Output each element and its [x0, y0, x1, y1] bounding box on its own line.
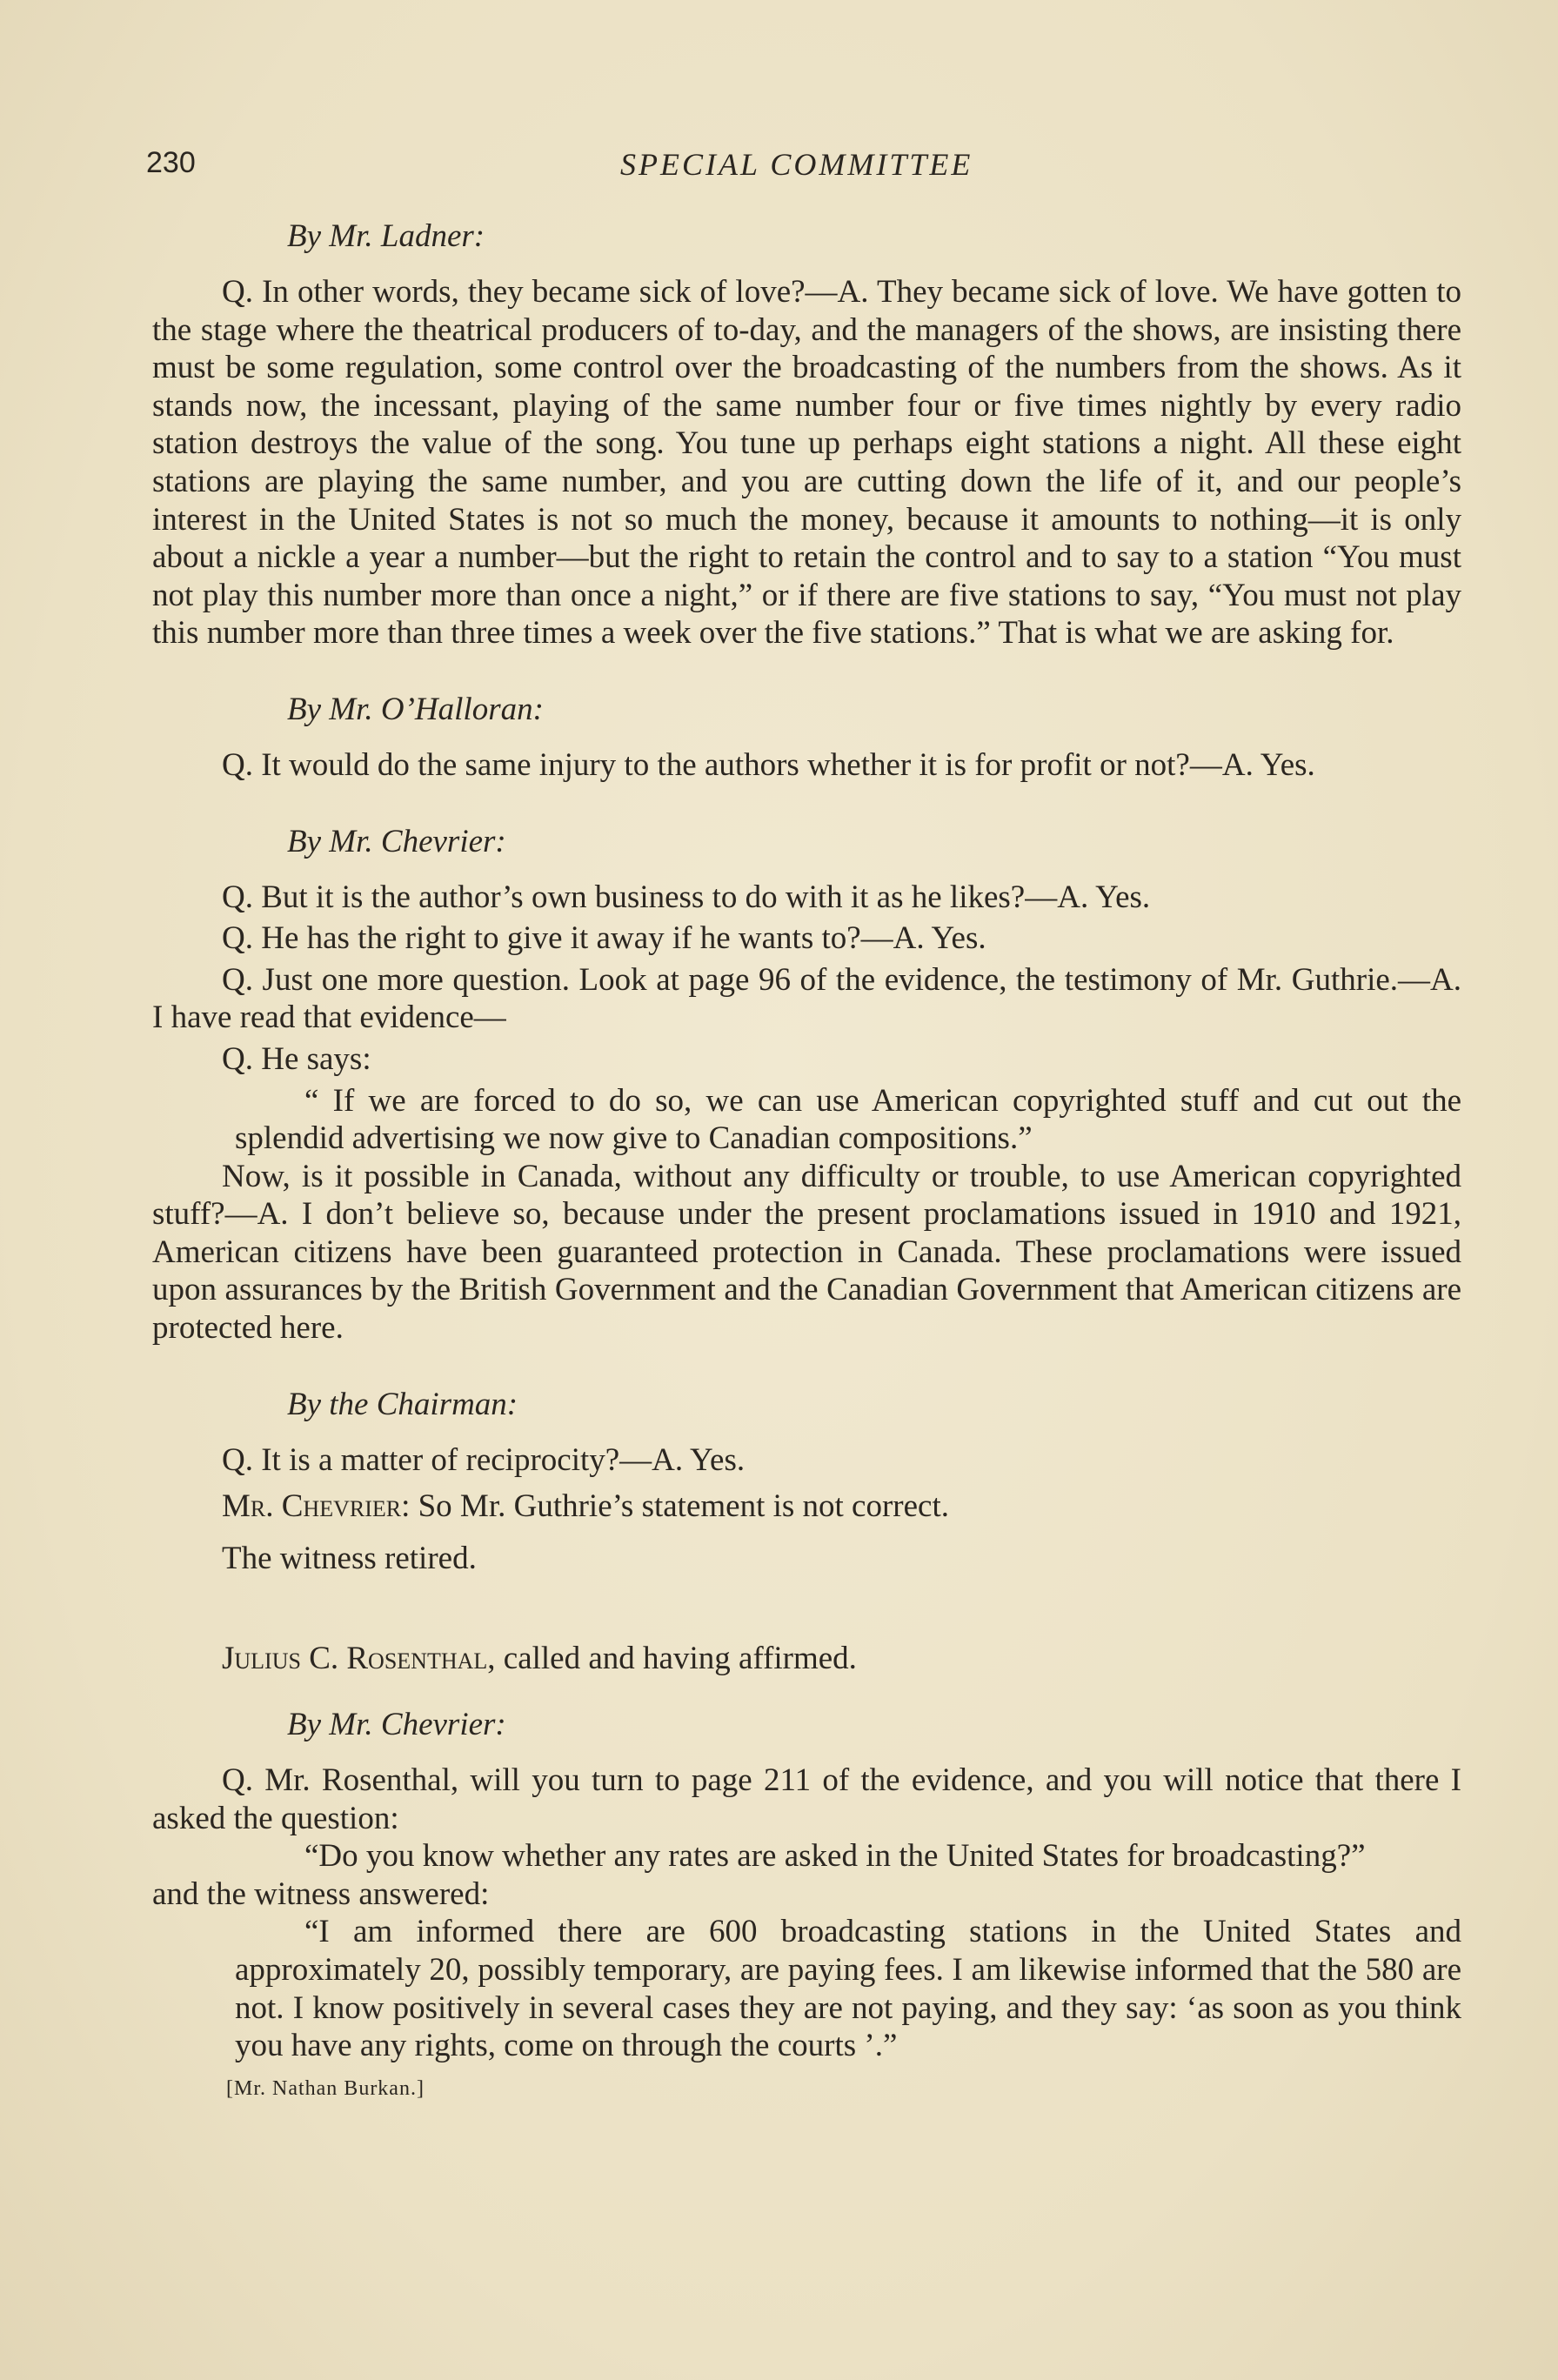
witness-called: [152, 1640, 1461, 1678]
testimony-question: Q. He has the right to give it away if he wants to?—A. Yes.: [222, 920, 986, 957]
speaker-heading: By Mr. O’Halloran:: [287, 691, 544, 727]
footnote: [Mr. Nathan Burkan.]: [226, 2076, 425, 2100]
testimony-line: and the witness answered:: [152, 1875, 490, 1912]
testimony-question: Q. He says:: [222, 1040, 371, 1077]
speaker-heading: By Mr. Ladner:: [287, 218, 485, 254]
testimony-question: Q. But it is the author’s own business to do with it as he likes?—A. Yes.: [222, 879, 1151, 915]
chevrier-statement: [152, 1488, 1461, 1526]
speaker-heading: By Mr. Chevrier:: [287, 823, 506, 859]
witness-retired: The witness retired.: [222, 1540, 477, 1576]
testimony-paragraph: Q. It would do the same injury to the authors whether it is for profit or not?—A. Yes.: [222, 746, 1315, 783]
statement-text: : So Mr. Guthrie’s statement is not correct.: [401, 1488, 949, 1525]
speaker-heading: By the Chairman:: [287, 1386, 518, 1422]
quoted-passage: “I am informed there are 600 broadcasting stations in the United States and approximately 20, possibly temporary, are paying fees. I am likewise informed that the 580 are not. I know positively in several cases they are not paying, and they say: ‘as soon as you think you have any rights, come on through the courts ’.”: [235, 1914, 1461, 2064]
page-body: [152, 216, 1461, 2101]
witness-text: , called and having affirmed.: [487, 1641, 857, 1677]
quoted-passage: “ If we are forced to do so, we can use American copyrighted stuff and cut out the splendid advertising we now give to Canadian compositions.”: [235, 1082, 1461, 1157]
testimony-question: Q. Just one more question. Look at page 96 of the evidence, the testimony of Mr. Guthrie.—A. I have read that evidence—: [152, 961, 1461, 1036]
running-head: SPECIAL COMMITTEE: [620, 147, 973, 182]
speaker-name: Mr. Chevrier: [222, 1488, 402, 1525]
witness-name: Julius C. Rosenthal: [222, 1641, 488, 1677]
speaker-heading: By Mr. Chevrier:: [287, 1707, 506, 1743]
testimony-question: Q. It is a matter of reciprocity?—A. Yes.: [222, 1441, 746, 1478]
testimony-paragraph: Now, is it possible in Canada, without any difficulty or trouble, to use American copyrighted stuff?—A. I don’t believe so, because under the present proclamations issued in 1910 and 1921, American citizens have been guaranteed protection in Canada. These proclamations were issued upon assurances by the British Government and the Canadian Government that American citizens are protected here.: [152, 1158, 1461, 1347]
page-number: 230: [146, 146, 196, 179]
quoted-passage: “Do you know whether any rates are asked in the United States for broadcasting?”: [304, 1838, 1366, 1875]
page-header: [146, 146, 1451, 190]
testimony-paragraph: Q. In other words, they became sick of love?—A. They became sick of love. We have gotten to the stage where the theatrical producers of to-day, and the managers of the shows, are insisting there must be some regulation, some control over the broadcasting of the numbers from the shows. As it stands now, the incessant, playing of the same number four or five times nightly by every radio station destroys the value of the song. You tune up perhaps eight stations a night. All these eight stations are playing the same number, and you are cutting down the life of it, and our people’s interest in the United States is not so much the money, because it amounts to nothing—it is only about a nickle a year a number—but the right to retain the control and to say to a station “You must not play this number more than once a night,” or if there are five stations to say, “You must not play this number more than three times a week over the five stations.” That is what we are asking for.: [152, 274, 1461, 652]
testimony-question: Q. Mr. Rosenthal, will you turn to page 211 of the evidence, and you will notice that there I asked the question:: [152, 1762, 1461, 1836]
